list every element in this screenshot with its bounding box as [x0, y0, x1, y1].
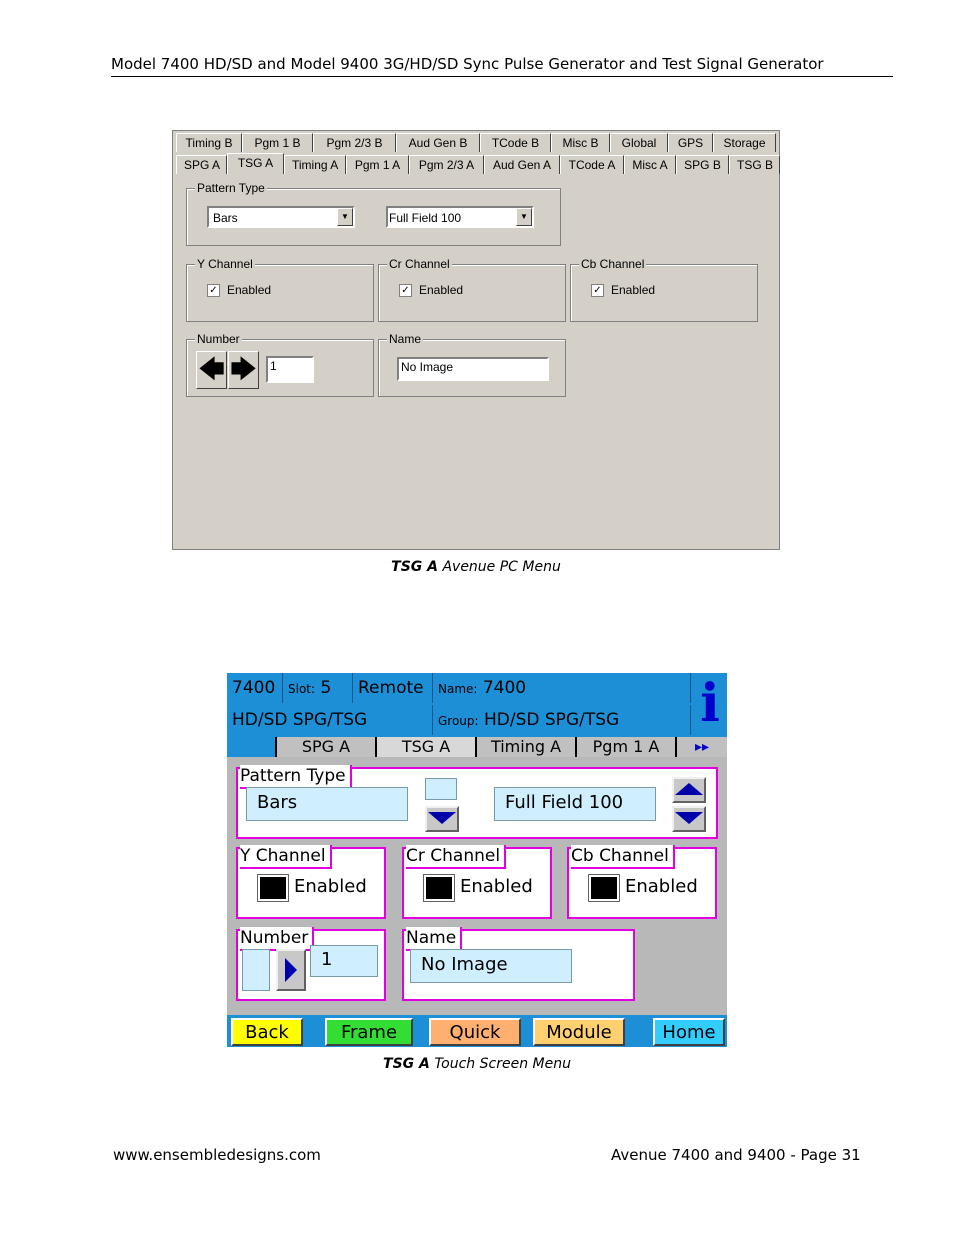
ts-tab-timing-a[interactable]: Timing A: [475, 737, 575, 757]
ts-number-next-button[interactable]: [276, 949, 306, 991]
footer-page: Avenue 7400 and 9400 - Page 31: [611, 1146, 861, 1164]
ts-device-type: HD/SD SPG/TSG: [227, 705, 433, 735]
ts-number-left-slot: [242, 949, 270, 991]
ts-number-value[interactable]: 1: [310, 945, 378, 977]
ts-pattern-indicator: [425, 778, 457, 800]
pc-tab-storage[interactable]: Storage: [713, 133, 776, 152]
ts-group: [433, 705, 691, 735]
ts-pattern-value[interactable]: Bars: [246, 787, 408, 821]
pc-menu-caption: [172, 559, 780, 575]
ts-y-channel-label: Enabled: [294, 876, 367, 897]
footer-url[interactable]: www.ensembledesigns.com: [113, 1146, 321, 1164]
pc-pattern-type-title: Pattern Type: [197, 181, 265, 195]
pc-pattern-type-group: [186, 181, 561, 246]
chevron-down-icon[interactable]: ▼: [516, 208, 532, 226]
pc-cb-channel-checkbox[interactable]: ✓: [591, 284, 604, 297]
ts-tab-pgm1-a[interactable]: Pgm 1 A: [575, 737, 675, 757]
pc-tab-timing-b[interactable]: Timing B: [176, 133, 242, 152]
ts-cr-channel-title: Cr Channel: [406, 845, 506, 869]
pc-tab-misc-a[interactable]: Misc A: [624, 155, 676, 174]
arrow-up-icon: [675, 783, 703, 795]
arrow-down-icon: [428, 812, 456, 824]
arrow-down-icon: [675, 812, 703, 824]
pc-tab-tsg-b[interactable]: TSG B: [729, 155, 780, 174]
home-button[interactable]: Home: [653, 1018, 725, 1046]
pc-caption-rest: Avenue PC Menu: [438, 559, 561, 575]
ts-slot: [283, 673, 353, 703]
pc-number-title: Number: [197, 332, 240, 346]
ts-tab-tsg-a[interactable]: TSG A: [375, 737, 475, 757]
ts-pattern-type-group: [236, 767, 718, 839]
pc-name-group: [378, 332, 566, 397]
pc-number-group: [186, 332, 374, 397]
pc-cr-channel-title: Cr Channel: [389, 257, 450, 271]
ts-mode: Remote: [353, 673, 433, 703]
ts-name-value: 7400: [482, 678, 527, 698]
ts-cr-channel-checkbox[interactable]: [424, 875, 454, 901]
page-header: Model 7400 HD/SD and Model 9400 3G/HD/SD Sync Pulse Generator and Test Signal Generator: [111, 54, 893, 77]
ts-cb-channel-label: Enabled: [625, 876, 698, 897]
arrow-right-icon[interactable]: 🡆: [228, 351, 259, 389]
pc-cb-channel-label: Enabled: [611, 283, 656, 297]
ts-caption-rest: Touch Screen Menu: [429, 1056, 571, 1072]
chevron-down-icon[interactable]: ▼: [337, 208, 353, 226]
pc-tab-misc-b[interactable]: Misc B: [551, 133, 610, 152]
pc-tab-pgm1-a[interactable]: Pgm 1 A: [346, 155, 409, 174]
back-button[interactable]: Back: [231, 1018, 303, 1046]
pc-number-input[interactable]: 1: [266, 356, 314, 383]
ts-name-title: Name: [406, 927, 462, 951]
pc-pattern-value: Bars: [213, 211, 238, 225]
pc-tab-spg-b[interactable]: SPG B: [676, 155, 729, 174]
ts-cr-channel-label: Enabled: [460, 876, 533, 897]
pc-caption-bold: TSG A: [391, 559, 438, 575]
pc-cr-channel-label: Enabled: [419, 283, 464, 297]
ts-cb-channel-title: Cb Channel: [571, 845, 675, 869]
pc-name-title: Name: [389, 332, 422, 346]
ts-pattern-type-title: Pattern Type: [240, 765, 352, 789]
pc-tab-global[interactable]: Global: [610, 133, 668, 152]
pc-cb-channel-title: Cb Channel: [581, 257, 645, 271]
ts-caption-bold: TSG A: [383, 1056, 430, 1072]
pc-tab-audgen-a[interactable]: Aud Gen A: [484, 155, 560, 174]
pc-y-channel-title: Y Channel: [197, 257, 253, 271]
ts-cr-channel-group: [402, 847, 552, 919]
pc-tab-spg-a[interactable]: SPG A: [176, 155, 227, 174]
ts-group-value: HD/SD SPG/TSG: [483, 710, 620, 730]
pc-y-channel-group: [186, 257, 374, 322]
pc-tab-tcode-a[interactable]: TCode A: [560, 155, 624, 174]
ts-number-title: Number: [240, 927, 314, 951]
quick-button[interactable]: Quick: [429, 1018, 521, 1046]
ts-y-channel-checkbox[interactable]: [258, 875, 288, 901]
ts-name: [433, 673, 691, 703]
double-chevron-right-icon[interactable]: ▸▸: [675, 737, 727, 757]
ts-menu-caption: [227, 1056, 727, 1072]
pc-tab-audgen-b[interactable]: Aud Gen B: [396, 133, 480, 152]
pc-y-channel-label: Enabled: [227, 283, 272, 297]
ts-y-channel-title: Y Channel: [240, 845, 332, 869]
ts-variant-down-button[interactable]: [672, 806, 706, 832]
pc-menu-window: [172, 130, 780, 550]
ts-name-group: [402, 929, 635, 1001]
pc-tab-gps[interactable]: GPS: [668, 133, 713, 152]
touch-screen-menu: [227, 673, 727, 1047]
pc-tab-tsg-a[interactable]: TSG A: [227, 153, 284, 174]
pc-cr-channel-group: [378, 257, 566, 322]
ts-number-group: [236, 929, 386, 1001]
ts-slot-label: Slot:: [288, 682, 316, 696]
pc-name-input[interactable]: No Image: [397, 357, 549, 381]
ts-tab-spg-a[interactable]: SPG A: [275, 737, 375, 757]
pc-variant-value: Full Field 100: [389, 211, 462, 225]
ts-model: 7400: [227, 673, 283, 703]
pc-cb-channel-group: [570, 257, 758, 322]
ts-navbar: [227, 1015, 727, 1047]
arrow-right-icon: [285, 958, 297, 982]
pc-tab-row-1: [176, 133, 776, 154]
ts-pattern-down-button[interactable]: [425, 806, 459, 832]
pc-pattern-select[interactable]: [207, 206, 355, 228]
pc-y-channel-checkbox[interactable]: ✓: [207, 284, 220, 297]
ts-cb-channel-checkbox[interactable]: [589, 875, 619, 901]
ts-slot-value: 5: [320, 678, 332, 698]
frame-button[interactable]: Frame: [325, 1018, 413, 1046]
ts-variant-value[interactable]: Full Field 100: [494, 787, 656, 821]
pc-tab-pgm1-b[interactable]: Pgm 1 B: [242, 133, 313, 152]
ts-name-label: Name:: [438, 682, 478, 696]
info-icon[interactable]: i: [700, 673, 720, 734]
pc-tab-tcode-b[interactable]: TCode B: [480, 133, 551, 152]
ts-tabbar: [227, 737, 727, 757]
ts-cb-channel-group: [567, 847, 717, 919]
pc-variant-select[interactable]: [386, 206, 534, 228]
pc-tab-pgm23-a[interactable]: Pgm 2/3 A: [409, 155, 484, 174]
pc-tab-row-2: [176, 155, 780, 176]
module-button[interactable]: Module: [533, 1018, 625, 1046]
ts-group-label: Group:: [438, 714, 479, 728]
pc-cr-channel-checkbox[interactable]: ✓: [399, 284, 412, 297]
arrow-left-icon[interactable]: 🡄: [196, 351, 227, 389]
ts-name-value[interactable]: No Image: [410, 949, 572, 983]
pc-tab-timing-a[interactable]: Timing A: [284, 155, 346, 174]
ts-variant-up-button[interactable]: [672, 777, 706, 803]
pc-tab-pgm23-b[interactable]: Pgm 2/3 B: [313, 133, 396, 152]
ts-y-channel-group: [236, 847, 386, 919]
